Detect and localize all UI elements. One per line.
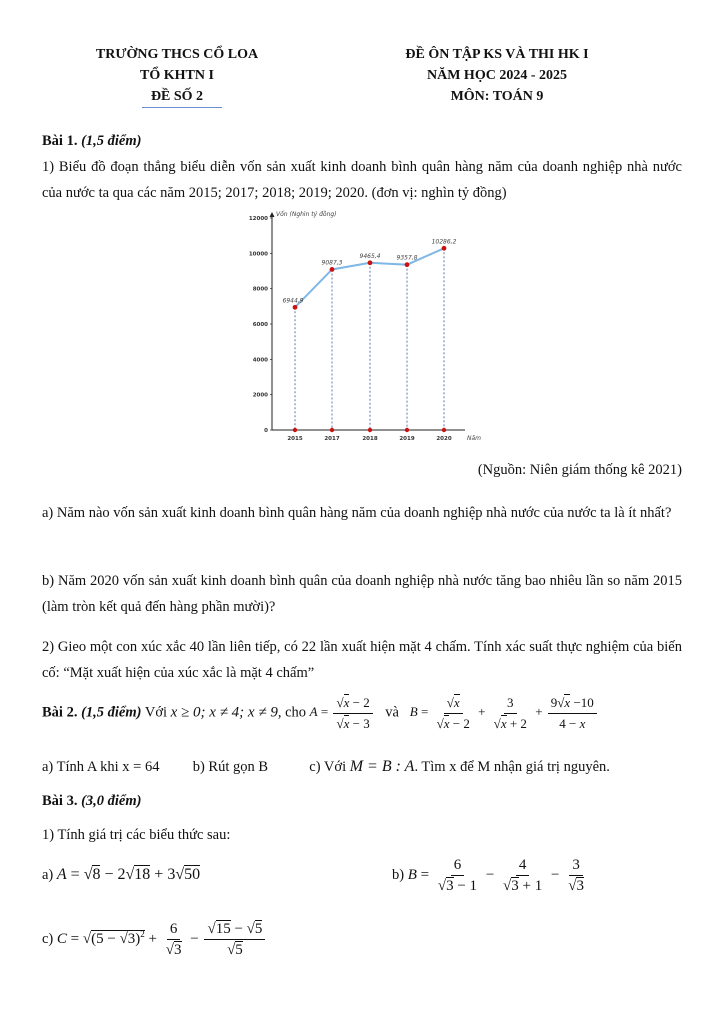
bai2-intro: Với <box>144 704 168 721</box>
bai3-points: (3,0 điểm) <box>81 793 142 809</box>
bai2-task-c-end: . Tìm x để M nhận giá trị nguyên. <box>414 759 610 775</box>
data-label: 9465,4 <box>359 252 381 260</box>
formula-A: A = $\frac{√x - 2}{√x - 3}$ <box>310 704 378 719</box>
y-tick-label: 2000 <box>252 392 268 399</box>
bai2-points: (1,5 điểm) <box>81 704 142 721</box>
x-tick-label: 2015 <box>287 436 303 442</box>
school-year: NĂM HỌC 2024 - 2025 <box>427 68 567 83</box>
y-tick-label: 4000 <box>252 357 268 364</box>
bai2-task-c: c) Với <box>309 759 347 775</box>
bai1-title: Bài 1. <box>42 133 78 149</box>
bai2-task-a: a) Tính A khi x = 64 <box>42 759 160 775</box>
bai3-c <box>42 920 267 959</box>
bai3-b-label: b) <box>392 866 405 883</box>
data-point <box>368 260 373 265</box>
bai2-M-expr: M = B : A <box>349 758 415 775</box>
x-tick-label: 2020 <box>436 436 452 442</box>
bai2-title: Bài 2. <box>42 704 78 721</box>
subject: MÔN: TOÁN 9 <box>450 89 544 104</box>
bai3-a <box>42 866 200 884</box>
bai3-title: Bài 3. <box>42 793 78 809</box>
data-label: 9087,3 <box>321 259 343 267</box>
chart-source: (Nguồn: Niên giám thống kê 2021) <box>477 462 682 478</box>
data-point <box>442 246 447 251</box>
data-label: 6944,9 <box>282 297 304 305</box>
bai2-condition: x ≥ 0; x ≠ 4; x ≠ 9 <box>170 704 278 721</box>
bai3-heading <box>42 788 682 814</box>
bai3-c-label: c) <box>42 930 54 947</box>
data-label: 10286,2 <box>431 238 457 246</box>
line-chart <box>240 208 485 446</box>
bai1-q2: 2) Gieo một con xúc xắc 40 lần liên tiếp, có 22 lần xuất hiện mặt 4 chấm. Tính xác suất thực nghiệm của biến cố: “Mặt xuất hiện của xúc xắc là mặt 4 chấm” <box>42 639 682 681</box>
y-tick-label: 0 <box>264 428 268 434</box>
data-point <box>330 267 335 272</box>
y-axis-arrow <box>270 212 275 217</box>
data-point <box>293 305 298 310</box>
y-tick-label: 8000 <box>252 286 268 293</box>
bai1-a: a) Năm nào vốn sản xuất kinh doanh bình quân hàng năm của doanh nghiệp nhà nước của nước ta là ít nhất? <box>42 505 672 521</box>
x-axis-point <box>442 428 446 432</box>
data-point <box>405 262 410 267</box>
formula-B: B = $\frac{√x}{√x - 2}$ + $\frac{3}{√x + 2}$ + $\frac{9√x -10}{4 - x}$ <box>410 704 599 719</box>
bai1-b: b) Năm 2020 vốn sản xuất kinh doanh bình quân của doanh nghiệp nhà nước tăng bao nhiêu lần so năm 2015 (làm tròn kết quả đến hàng phần mười)? <box>42 573 682 615</box>
bai2-and: và <box>385 704 399 721</box>
data-label: 9357,8 <box>396 254 418 262</box>
formula-bai3-C: $C = √(5 - √3)^2$ + $\frac{6}{√3}$ − $\frac{√15 - √5}{√5}$ <box>57 931 268 947</box>
department: TỔ KHTN I <box>140 68 214 83</box>
y-axis-label: Vốn (Nghìn tỷ đồng) <box>276 211 337 218</box>
bai2-task-b: b) Rút gọn B <box>192 759 269 775</box>
y-tick-label: 10000 <box>248 251 268 258</box>
x-axis-point <box>368 428 372 432</box>
formula-bai3-A: A = √8 − 2√18 + 3√50 <box>56 866 201 883</box>
bai2-heading <box>42 694 682 733</box>
x-axis-point <box>405 428 409 432</box>
x-tick-label: 2019 <box>399 436 415 442</box>
exam-header <box>352 44 642 107</box>
bai1-q1: 1) Biểu đồ đoạn thẳng biểu diễn vốn sản xuất kinh doanh bình quân hàng năm của doanh nghiệp nhà nước của nước ta qua các năm 2015; 2017; 2018; 2019; 2020. (đơn vị: nghìn tỷ đồng) <box>42 159 682 201</box>
bai3-a-label: a) <box>42 867 54 883</box>
x-tick-label: 2017 <box>324 436 340 442</box>
bai3-b <box>392 856 589 895</box>
y-tick-label: 6000 <box>252 322 268 328</box>
x-tick-label: 2018 <box>362 436 378 442</box>
x-axis-point <box>330 428 334 432</box>
bai2-cho: , cho <box>277 704 307 721</box>
exam-title: ĐỀ ÔN TẬP KS VÀ THI HK I <box>405 47 589 62</box>
x-axis-label: Năm <box>467 435 482 442</box>
bai2-tasks <box>42 756 682 778</box>
formula-bai3-B: B = $\frac{6}{√3 - 1}$ − $\frac{4}{√3 + 1}$ − $\frac{3}{√3}$ <box>407 857 584 894</box>
y-tick-label: 12000 <box>248 216 268 222</box>
bai1-points: (1,5 điểm) <box>81 133 142 149</box>
exam-number: ĐỀ SỐ 2 <box>150 89 204 104</box>
school-header <box>62 44 292 107</box>
school-name: TRƯỜNG THCS CỔ LOA <box>95 47 259 62</box>
x-axis-point <box>293 428 297 432</box>
header-underline <box>142 107 222 108</box>
bai3-q1: 1) Tính giá trị các biểu thức sau: <box>42 827 231 843</box>
bai1-heading <box>42 128 682 154</box>
